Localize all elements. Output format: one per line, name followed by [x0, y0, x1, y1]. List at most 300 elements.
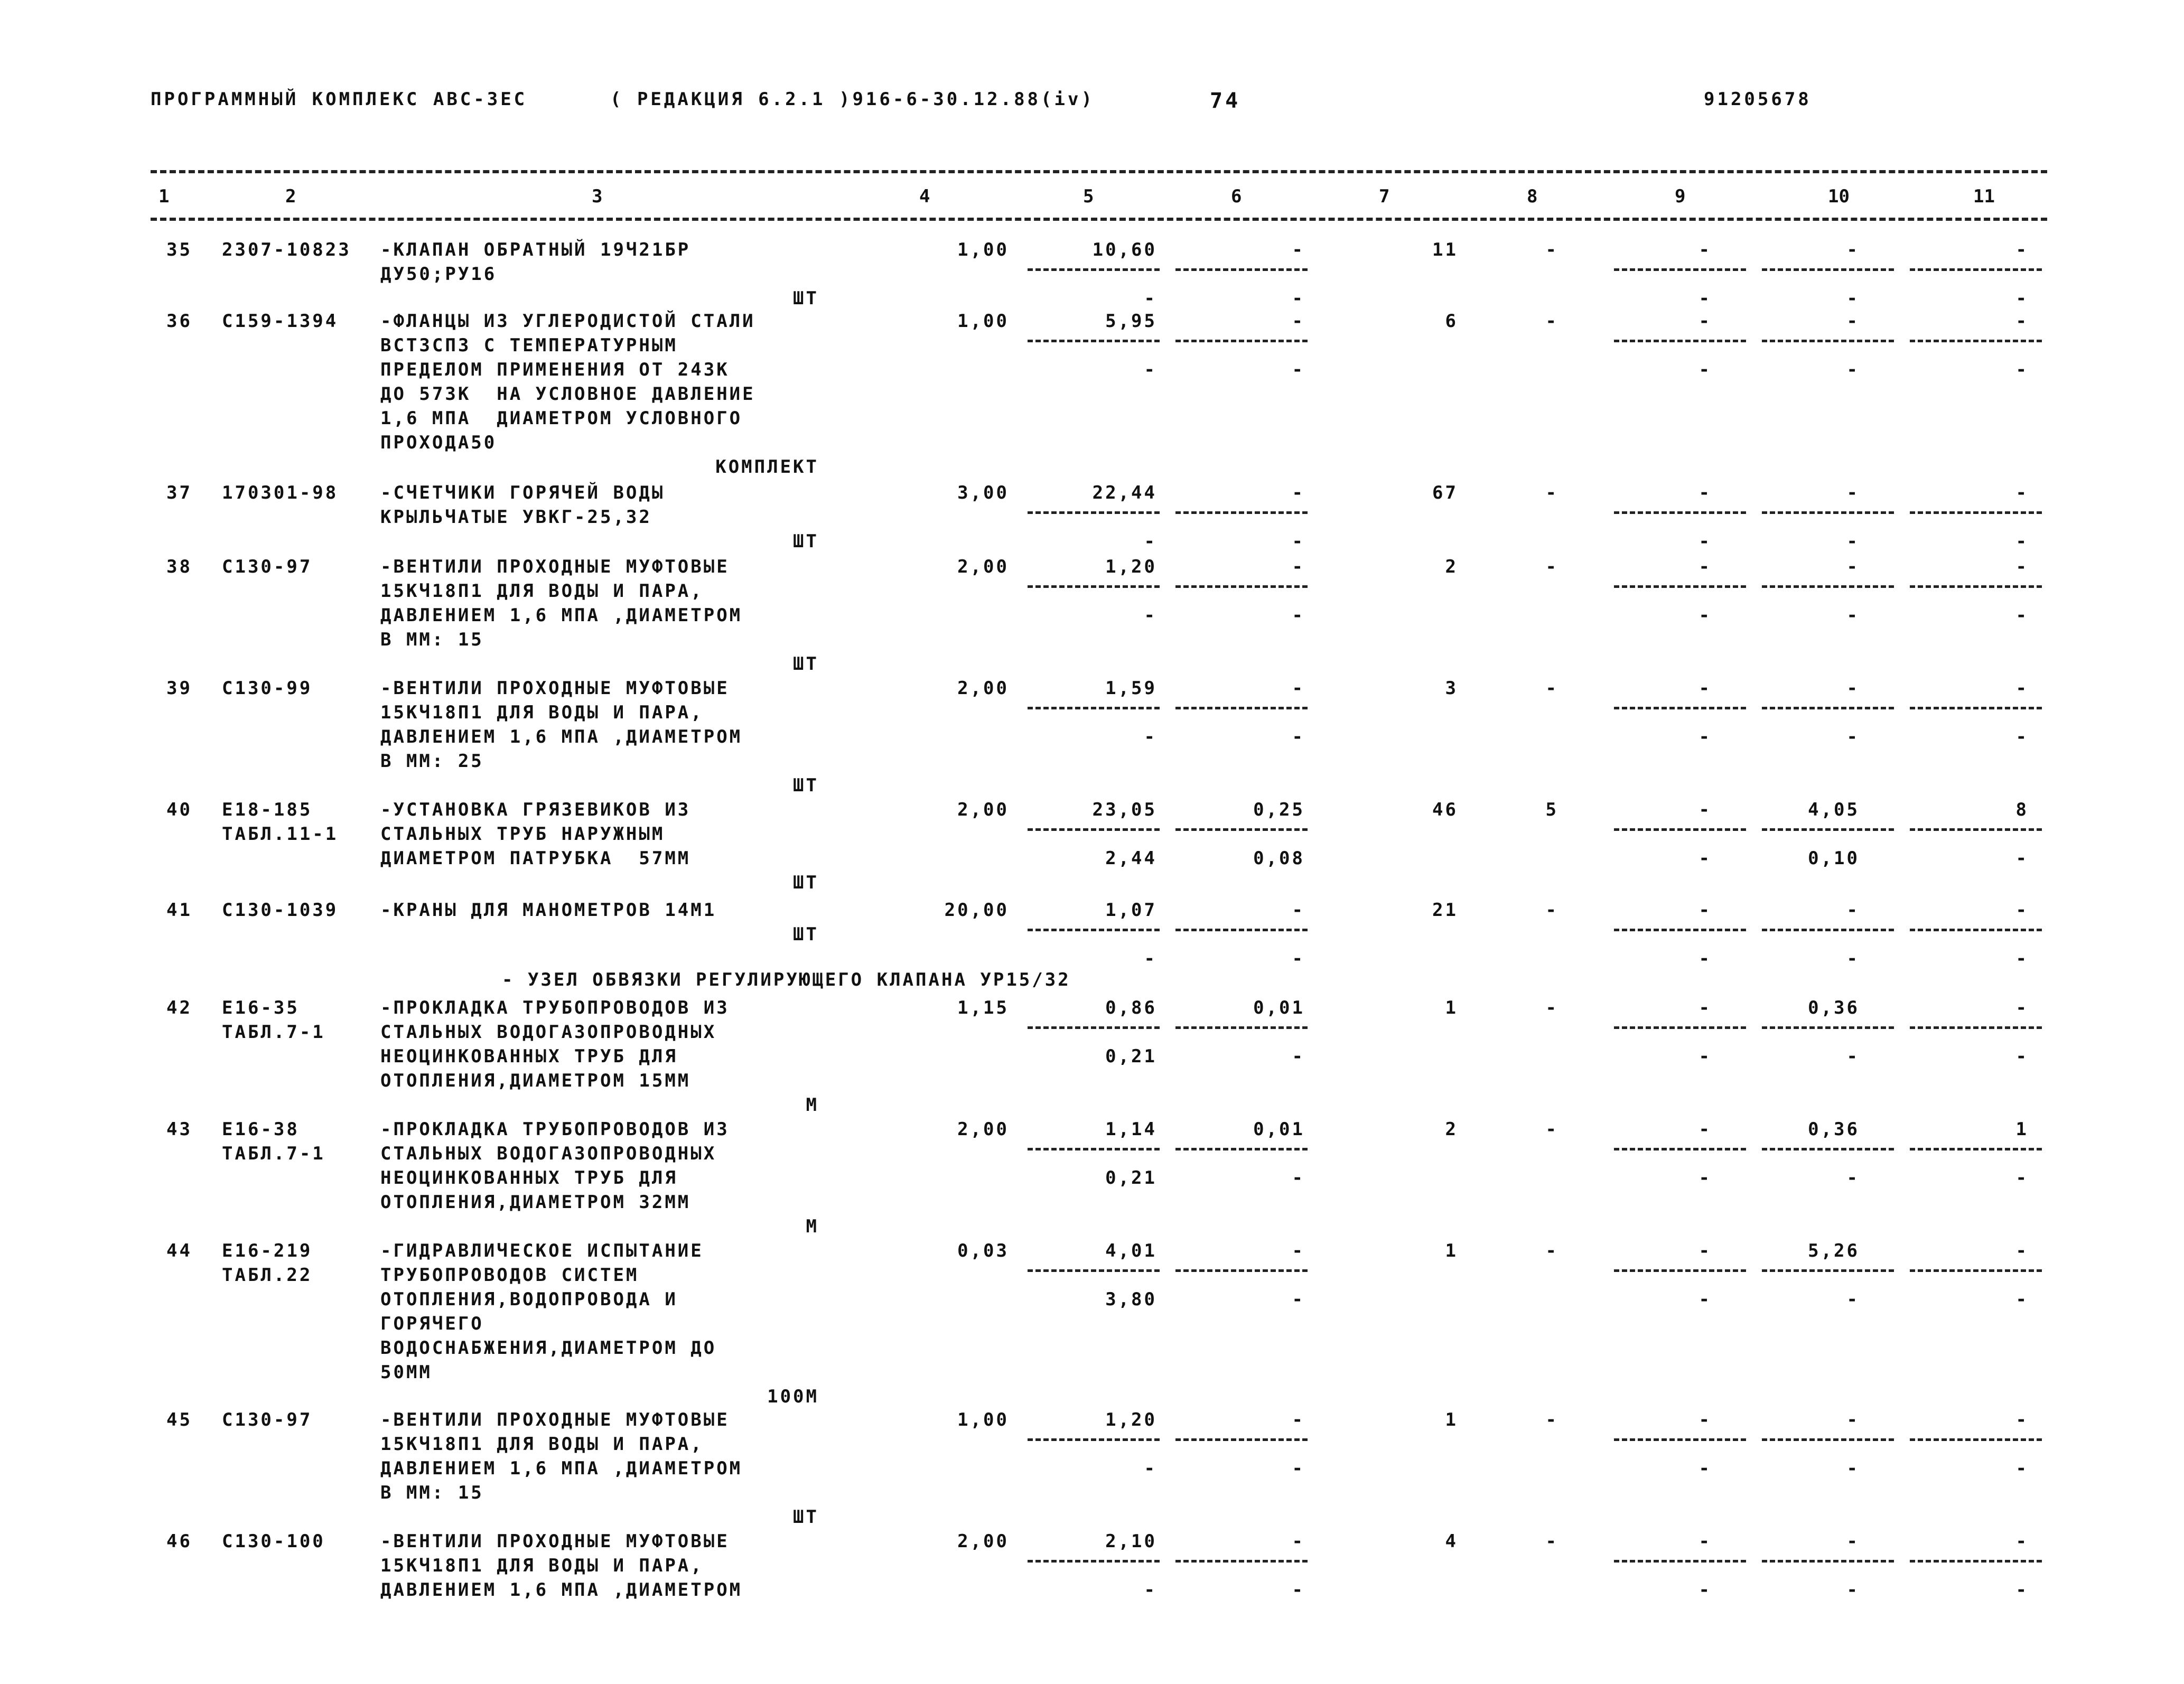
- col9-separator: [1614, 268, 1746, 271]
- row-description-line: НЕОЦИНКОВАННЫХ ТРУБ ДЛЯ: [380, 1046, 678, 1067]
- col11-bottom: -: [2015, 726, 2029, 747]
- col5-separator: [1028, 511, 1160, 514]
- col5-bottom: -: [1144, 531, 1157, 552]
- row-unit: ШТ: [793, 924, 819, 945]
- col5-top: 23,05: [1092, 799, 1157, 820]
- row-description-line: СТАЛЬНЫХ ВОДОГАЗОПРОВОДНЫХ: [380, 1022, 717, 1043]
- col11-bottom: -: [2015, 1289, 2029, 1310]
- row-quantity: 2,00: [957, 678, 1009, 699]
- col10-bottom: -: [1846, 726, 1860, 747]
- col6-bottom: -: [1292, 288, 1305, 309]
- col9-top: -: [1698, 556, 1712, 577]
- column-header-2: 2: [285, 186, 296, 207]
- column-header-4: 4: [919, 186, 930, 207]
- col6-bottom: -: [1292, 1046, 1305, 1067]
- col11-separator: [1910, 1026, 2042, 1029]
- col9-separator: [1614, 1438, 1746, 1441]
- row-number: 37: [166, 482, 192, 503]
- col5-bottom: 0,21: [1105, 1046, 1157, 1067]
- col5-top: 2,10: [1105, 1531, 1157, 1552]
- row-description-line: -СЧЕТЧИКИ ГОРЯЧЕЙ ВОДЫ: [380, 482, 665, 503]
- col6-bottom: -: [1292, 1289, 1305, 1310]
- col8-value: -: [1545, 1409, 1558, 1430]
- col10-separator: [1762, 268, 1894, 271]
- header-rule-top: [151, 170, 2047, 173]
- col7-value: 11: [1432, 239, 1458, 260]
- col11-bottom: -: [2015, 1167, 2029, 1189]
- column-header-10: 10: [1828, 186, 1850, 207]
- col11-top: -: [2015, 1240, 2029, 1261]
- row-code: С130-100: [222, 1531, 325, 1552]
- row-code-table: ТАБЛ.11-1: [222, 824, 339, 845]
- row-description-line: -УСТАНОВКА ГРЯЗЕВИКОВ ИЗ: [380, 799, 691, 820]
- col5-top: 0,86: [1105, 997, 1157, 1018]
- column-header-9: 9: [1675, 186, 1686, 207]
- row-unit: КОМПЛЕКТ: [715, 456, 819, 478]
- row-code: 170301-98: [222, 482, 339, 503]
- col5-separator: [1028, 707, 1160, 709]
- col11-separator: [1910, 707, 2042, 709]
- col10-separator: [1762, 1148, 1894, 1150]
- col7-value: 1: [1445, 1409, 1458, 1430]
- col6-bottom: -: [1292, 1167, 1305, 1189]
- col6-bottom: -: [1292, 359, 1305, 380]
- col10-top: -: [1846, 1409, 1860, 1430]
- col6-top: -: [1292, 482, 1305, 503]
- row-code: С130-97: [222, 1409, 313, 1430]
- col5-bottom: 0,21: [1105, 1167, 1157, 1189]
- col5-top: 1,59: [1105, 678, 1157, 699]
- row-description-line: ПРЕДЕЛОМ ПРИМЕНЕНИЯ ОТ 243К: [380, 359, 730, 380]
- col11-separator: [1910, 511, 2042, 514]
- col7-value: 6: [1445, 311, 1458, 332]
- row-description-line: НЕОЦИНКОВАННЫХ ТРУБ ДЛЯ: [380, 1167, 678, 1189]
- col10-top: -: [1846, 678, 1860, 699]
- col10-top: -: [1846, 482, 1860, 503]
- col5-separator: [1028, 585, 1160, 588]
- row-code: С130-1039: [222, 900, 339, 921]
- col10-separator: [1762, 1438, 1894, 1441]
- col6-separator: [1175, 585, 1308, 588]
- row-code: С130-97: [222, 556, 313, 577]
- col10-bottom: -: [1846, 948, 1860, 969]
- row-description-line: ДАВЛЕНИЕМ 1,6 МПА ,ДИАМЕТРОМ: [380, 1458, 743, 1479]
- row-unit: ШТ: [793, 775, 819, 796]
- row-description-line: -ПРОКЛАДКА ТРУБОПРОВОДОВ ИЗ: [380, 1119, 730, 1140]
- col6-top: -: [1292, 1531, 1305, 1552]
- row-unit: ШТ: [793, 288, 819, 309]
- row-number: 42: [166, 997, 192, 1018]
- col10-bottom: -: [1846, 1458, 1860, 1479]
- col9-separator: [1614, 828, 1746, 831]
- col6-separator: [1175, 340, 1308, 342]
- col11-bottom: -: [2015, 848, 2029, 869]
- col9-separator: [1614, 1026, 1746, 1029]
- row-quantity: 2,00: [957, 799, 1009, 820]
- row-description-line: -ВЕНТИЛИ ПРОХОДНЫЕ МУФТОВЫЕ: [380, 1531, 730, 1552]
- column-header-8: 8: [1527, 186, 1538, 207]
- col6-separator: [1175, 511, 1308, 514]
- document-code: 91205678: [1704, 89, 1812, 110]
- col5-top: 4,01: [1105, 1240, 1157, 1261]
- row-description-line: -ГИДРАВЛИЧЕСКОЕ ИСПЫТАНИЕ: [380, 1240, 704, 1261]
- col9-top: -: [1698, 1119, 1712, 1140]
- column-header-7: 7: [1379, 186, 1390, 207]
- page-number: 74: [1210, 89, 1241, 113]
- row-number: 35: [166, 239, 192, 260]
- col11-separator: [1910, 585, 2042, 588]
- col10-top: -: [1846, 1531, 1860, 1552]
- col5-separator: [1028, 1269, 1160, 1272]
- row-code: С130-99: [222, 678, 313, 699]
- row-description-line: ДАВЛЕНИЕМ 1,6 МПА ,ДИАМЕТРОМ: [380, 726, 743, 747]
- col7-value: 4: [1445, 1531, 1458, 1552]
- row-unit: ШТ: [793, 1507, 819, 1528]
- row-unit: М: [806, 1216, 819, 1237]
- row-description-line: -ПРОКЛАДКА ТРУБОПРОВОДОВ ИЗ: [380, 997, 730, 1018]
- col5-top: 1,07: [1105, 900, 1157, 921]
- row-description-line: 15КЧ18П1 ДЛЯ ВОДЫ И ПАРА,: [380, 702, 704, 723]
- col5-separator: [1028, 1438, 1160, 1441]
- col10-bottom: -: [1846, 288, 1860, 309]
- col5-bottom: -: [1144, 605, 1157, 626]
- row-number: 41: [166, 900, 192, 921]
- col9-top: -: [1698, 678, 1712, 699]
- row-description-line: КРЫЛЬЧАТЫЕ УВКГ-25,32: [380, 507, 652, 528]
- col11-separator: [1910, 1148, 2042, 1150]
- col10-bottom: -: [1846, 1046, 1860, 1067]
- col9-bottom: -: [1698, 605, 1712, 626]
- col10-separator: [1762, 828, 1894, 831]
- row-code: Е18-185: [222, 799, 313, 820]
- col10-bottom: -: [1846, 1579, 1860, 1601]
- col11-top: -: [2015, 556, 2029, 577]
- col7-value: 46: [1432, 799, 1458, 820]
- col5-bottom: 3,80: [1105, 1289, 1157, 1310]
- col10-bottom: -: [1846, 605, 1860, 626]
- col9-bottom: -: [1698, 531, 1712, 552]
- col8-value: -: [1545, 556, 1558, 577]
- col7-value: 2: [1445, 1119, 1458, 1140]
- col6-top: -: [1292, 1409, 1305, 1430]
- row-description-line: 50ММ: [380, 1362, 432, 1383]
- row-number: 46: [166, 1531, 192, 1552]
- col8-value: -: [1545, 1119, 1558, 1140]
- row-description-line: ОТОПЛЕНИЯ,ДИАМЕТРОМ 15ММ: [380, 1070, 691, 1091]
- row-description-line: -КРАНЫ ДЛЯ МАНОМЕТРОВ 14М1: [380, 900, 717, 921]
- row-unit: ШТ: [793, 872, 819, 893]
- edition-label: ( РЕДАКЦИЯ 6.2.1 )916-6-30.12.88(iv): [610, 89, 1095, 110]
- col10-separator: [1762, 929, 1894, 931]
- col6-bottom: -: [1292, 1579, 1305, 1601]
- row-quantity: 2,00: [957, 1531, 1009, 1552]
- col5-separator: [1028, 1560, 1160, 1563]
- row-description-line: -ВЕНТИЛИ ПРОХОДНЫЕ МУФТОВЫЕ: [380, 678, 730, 699]
- col8-value: -: [1545, 311, 1558, 332]
- col10-separator: [1762, 1269, 1894, 1272]
- col8-value: -: [1545, 482, 1558, 503]
- col8-value: -: [1545, 997, 1558, 1018]
- col9-top: -: [1698, 1409, 1712, 1430]
- col10-bottom: 0,10: [1808, 848, 1860, 869]
- col6-separator: [1175, 1026, 1308, 1029]
- col9-bottom: -: [1698, 1046, 1712, 1067]
- col5-bottom: -: [1144, 1458, 1157, 1479]
- col5-top: 1,20: [1105, 1409, 1157, 1430]
- row-description-line: В ММ: 25: [380, 751, 484, 772]
- col5-top: 1,20: [1105, 556, 1157, 577]
- col9-top: -: [1698, 239, 1712, 260]
- row-description-line: 15КЧ18П1 ДЛЯ ВОДЫ И ПАРА,: [380, 581, 704, 602]
- col11-separator: [1910, 1269, 2042, 1272]
- col10-bottom: -: [1846, 1167, 1860, 1189]
- col6-separator: [1175, 1269, 1308, 1272]
- row-code: Е16-219: [222, 1240, 313, 1261]
- col7-value: 2: [1445, 556, 1458, 577]
- col11-top: -: [2015, 678, 2029, 699]
- col5-top: 1,14: [1105, 1119, 1157, 1140]
- col8-value: -: [1545, 1240, 1558, 1261]
- col9-separator: [1614, 511, 1746, 514]
- col5-bottom: -: [1144, 948, 1157, 969]
- col9-separator: [1614, 1148, 1746, 1150]
- col10-top: -: [1846, 900, 1860, 921]
- col9-bottom: -: [1698, 948, 1712, 969]
- row-quantity: 20,00: [944, 900, 1009, 921]
- col5-separator: [1028, 929, 1160, 931]
- col11-top: 1: [2015, 1119, 2029, 1140]
- col6-top: -: [1292, 678, 1305, 699]
- row-code-table: ТАБЛ.7-1: [222, 1022, 325, 1043]
- col10-bottom: -: [1846, 1289, 1860, 1310]
- column-header-3: 3: [592, 186, 603, 207]
- row-description-line: ДО 573К НА УСЛОВНОЕ ДАВЛЕНИЕ: [380, 383, 755, 405]
- col11-bottom: -: [2015, 1046, 2029, 1067]
- row-quantity: 1,00: [957, 1409, 1009, 1430]
- col9-separator: [1614, 585, 1746, 588]
- col11-separator: [1910, 268, 2042, 271]
- row-number: 45: [166, 1409, 192, 1430]
- col6-bottom: -: [1292, 531, 1305, 552]
- col9-separator: [1614, 1560, 1746, 1563]
- col6-separator: [1175, 268, 1308, 271]
- col9-top: -: [1698, 1531, 1712, 1552]
- row-quantity: 3,00: [957, 482, 1009, 503]
- col5-top: 22,44: [1092, 482, 1157, 503]
- col10-separator: [1762, 340, 1894, 342]
- column-header-5: 5: [1083, 186, 1094, 207]
- col5-top: 10,60: [1092, 239, 1157, 260]
- section-heading: - УЗЕЛ ОБВЯЗКИ РЕГУЛИРУЮЩЕГО КЛАПАНА УР15/32: [502, 969, 1071, 990]
- row-code: 2307-10823: [222, 239, 351, 260]
- col6-separator: [1175, 707, 1308, 709]
- header-rule-bottom: [151, 218, 2047, 221]
- col11-separator: [1910, 1560, 2042, 1563]
- col10-separator: [1762, 1026, 1894, 1029]
- row-description-line: ДУ50;РУ16: [380, 264, 497, 285]
- row-quantity: 0,03: [957, 1240, 1009, 1261]
- col11-bottom: -: [2015, 605, 2029, 626]
- col10-separator: [1762, 585, 1894, 588]
- row-unit: М: [806, 1094, 819, 1116]
- col9-top: -: [1698, 997, 1712, 1018]
- col8-value: -: [1545, 900, 1558, 921]
- col9-bottom: -: [1698, 359, 1712, 380]
- col9-separator: [1614, 929, 1746, 931]
- col7-value: 3: [1445, 678, 1458, 699]
- col9-bottom: -: [1698, 1579, 1712, 1601]
- column-header-6: 6: [1231, 186, 1242, 207]
- row-quantity: 1,00: [957, 239, 1009, 260]
- row-number: 44: [166, 1240, 192, 1261]
- col10-top: 4,05: [1808, 799, 1860, 820]
- col5-bottom: -: [1144, 1579, 1157, 1601]
- row-description-line: ДИАМЕТРОМ ПАТРУБКА 57ММ: [380, 848, 691, 869]
- col9-top: -: [1698, 482, 1712, 503]
- col9-top: -: [1698, 311, 1712, 332]
- col7-value: 1: [1445, 1240, 1458, 1261]
- col6-separator: [1175, 828, 1308, 831]
- col11-separator: [1910, 828, 2042, 831]
- row-unit: ШТ: [793, 531, 819, 552]
- col6-bottom: -: [1292, 948, 1305, 969]
- row-code: Е16-35: [222, 997, 300, 1018]
- column-header-1: 1: [158, 186, 170, 207]
- col11-top: -: [2015, 239, 2029, 260]
- col9-separator: [1614, 707, 1746, 709]
- col10-separator: [1762, 707, 1894, 709]
- col10-separator: [1762, 511, 1894, 514]
- col6-top: 0,25: [1253, 799, 1305, 820]
- col5-top: 5,95: [1105, 311, 1157, 332]
- col10-bottom: -: [1846, 359, 1860, 380]
- row-number: 43: [166, 1119, 192, 1140]
- col7-value: 21: [1432, 900, 1458, 921]
- row-quantity: 2,00: [957, 1119, 1009, 1140]
- row-description-line: ВСТЗСПЗ С ТЕМПЕРАТУРНЫМ: [380, 335, 678, 356]
- row-code-table: ТАБЛ.7-1: [222, 1143, 325, 1164]
- col10-top: -: [1846, 556, 1860, 577]
- row-description-line: ДАВЛЕНИЕМ 1,6 МПА ,ДИАМЕТРОМ: [380, 605, 743, 626]
- col6-top: -: [1292, 311, 1305, 332]
- row-description-line: 15КЧ18П1 ДЛЯ ВОДЫ И ПАРА,: [380, 1555, 704, 1576]
- col11-bottom: -: [2015, 359, 2029, 380]
- col5-separator: [1028, 1026, 1160, 1029]
- col5-bottom: 2,44: [1105, 848, 1157, 869]
- col6-top: 0,01: [1253, 997, 1305, 1018]
- col10-separator: [1762, 1560, 1894, 1563]
- row-description-line: ТРУБОПРОВОДОВ СИСТЕМ: [380, 1265, 639, 1286]
- col11-bottom: -: [2015, 1458, 2029, 1479]
- col9-bottom: -: [1698, 1289, 1712, 1310]
- row-description-line: -ФЛАНЦЫ ИЗ УГЛЕРОДИСТОЙ СТАЛИ: [380, 311, 755, 332]
- row-unit: ШТ: [793, 653, 819, 675]
- col6-top: 0,01: [1253, 1119, 1305, 1140]
- col6-separator: [1175, 929, 1308, 931]
- col11-bottom: -: [2015, 288, 2029, 309]
- col11-top: 8: [2015, 799, 2029, 820]
- row-unit: 100М: [767, 1386, 819, 1407]
- row-code: Е16-38: [222, 1119, 300, 1140]
- row-quantity: 1,15: [957, 997, 1009, 1018]
- program-title: ПРОГРАММНЫЙ КОМПЛЕКС АВС-ЗЕС: [151, 89, 528, 110]
- col5-bottom: -: [1144, 288, 1157, 309]
- col6-bottom: -: [1292, 1458, 1305, 1479]
- col5-separator: [1028, 1148, 1160, 1150]
- col9-bottom: -: [1698, 1167, 1712, 1189]
- row-description-line: -ВЕНТИЛИ ПРОХОДНЫЕ МУФТОВЫЕ: [380, 556, 730, 577]
- row-description-line: -КЛАПАН ОБРАТНЫЙ 19Ч21БР: [380, 239, 691, 260]
- col9-bottom: -: [1698, 288, 1712, 309]
- col6-top: -: [1292, 900, 1305, 921]
- col8-value: -: [1545, 678, 1558, 699]
- col11-bottom: -: [2015, 531, 2029, 552]
- row-description-line: -ВЕНТИЛИ ПРОХОДНЫЕ МУФТОВЫЕ: [380, 1409, 730, 1430]
- row-number: 38: [166, 556, 192, 577]
- col11-top: -: [2015, 1409, 2029, 1430]
- col11-top: -: [2015, 482, 2029, 503]
- col6-separator: [1175, 1148, 1308, 1150]
- row-description-line: СТАЛЬНЫХ ТРУБ НАРУЖНЫМ: [380, 824, 665, 845]
- col6-bottom: -: [1292, 605, 1305, 626]
- row-description-line: В ММ: 15: [380, 1482, 484, 1503]
- row-description-line: В ММ: 15: [380, 629, 484, 650]
- col11-separator: [1910, 340, 2042, 342]
- col9-bottom: -: [1698, 726, 1712, 747]
- row-description-line: ВОДОСНАБЖЕНИЯ,ДИАМЕТРОМ ДО: [380, 1337, 717, 1359]
- col11-top: -: [2015, 1531, 2029, 1552]
- col8-value: -: [1545, 239, 1558, 260]
- col11-bottom: -: [2015, 948, 2029, 969]
- col6-top: -: [1292, 1240, 1305, 1261]
- row-number: 39: [166, 678, 192, 699]
- col5-bottom: -: [1144, 359, 1157, 380]
- row-description-line: СТАЛЬНЫХ ВОДОГАЗОПРОВОДНЫХ: [380, 1143, 717, 1164]
- col7-value: 67: [1432, 482, 1458, 503]
- row-description-line: 15КЧ18П1 ДЛЯ ВОДЫ И ПАРА,: [380, 1434, 704, 1455]
- col11-top: -: [2015, 997, 2029, 1018]
- col10-bottom: -: [1846, 531, 1860, 552]
- col5-separator: [1028, 340, 1160, 342]
- col6-bottom: 0,08: [1253, 848, 1305, 869]
- col10-top: -: [1846, 239, 1860, 260]
- col5-bottom: -: [1144, 726, 1157, 747]
- row-description-line: ПРОХОДА50: [380, 432, 497, 453]
- col9-top: -: [1698, 1240, 1712, 1261]
- col9-top: -: [1698, 900, 1712, 921]
- col8-value: 5: [1545, 799, 1558, 820]
- col6-top: -: [1292, 239, 1305, 260]
- col11-separator: [1910, 929, 2042, 931]
- col10-top: -: [1846, 311, 1860, 332]
- col5-separator: [1028, 268, 1160, 271]
- row-quantity: 2,00: [957, 556, 1009, 577]
- col9-bottom: -: [1698, 848, 1712, 869]
- col9-separator: [1614, 1269, 1746, 1272]
- col9-separator: [1614, 340, 1746, 342]
- col6-separator: [1175, 1560, 1308, 1563]
- col6-separator: [1175, 1438, 1308, 1441]
- row-description-line: 1,6 МПА ДИАМЕТРОМ УСЛОВНОГО: [380, 408, 743, 429]
- col6-bottom: -: [1292, 726, 1305, 747]
- row-code-table: ТАБЛ.22: [222, 1265, 313, 1286]
- col6-top: -: [1292, 556, 1305, 577]
- col10-top: 5,26: [1808, 1240, 1860, 1261]
- col11-top: -: [2015, 900, 2029, 921]
- col9-bottom: -: [1698, 1458, 1712, 1479]
- row-number: 40: [166, 799, 192, 820]
- col10-top: 0,36: [1808, 997, 1860, 1018]
